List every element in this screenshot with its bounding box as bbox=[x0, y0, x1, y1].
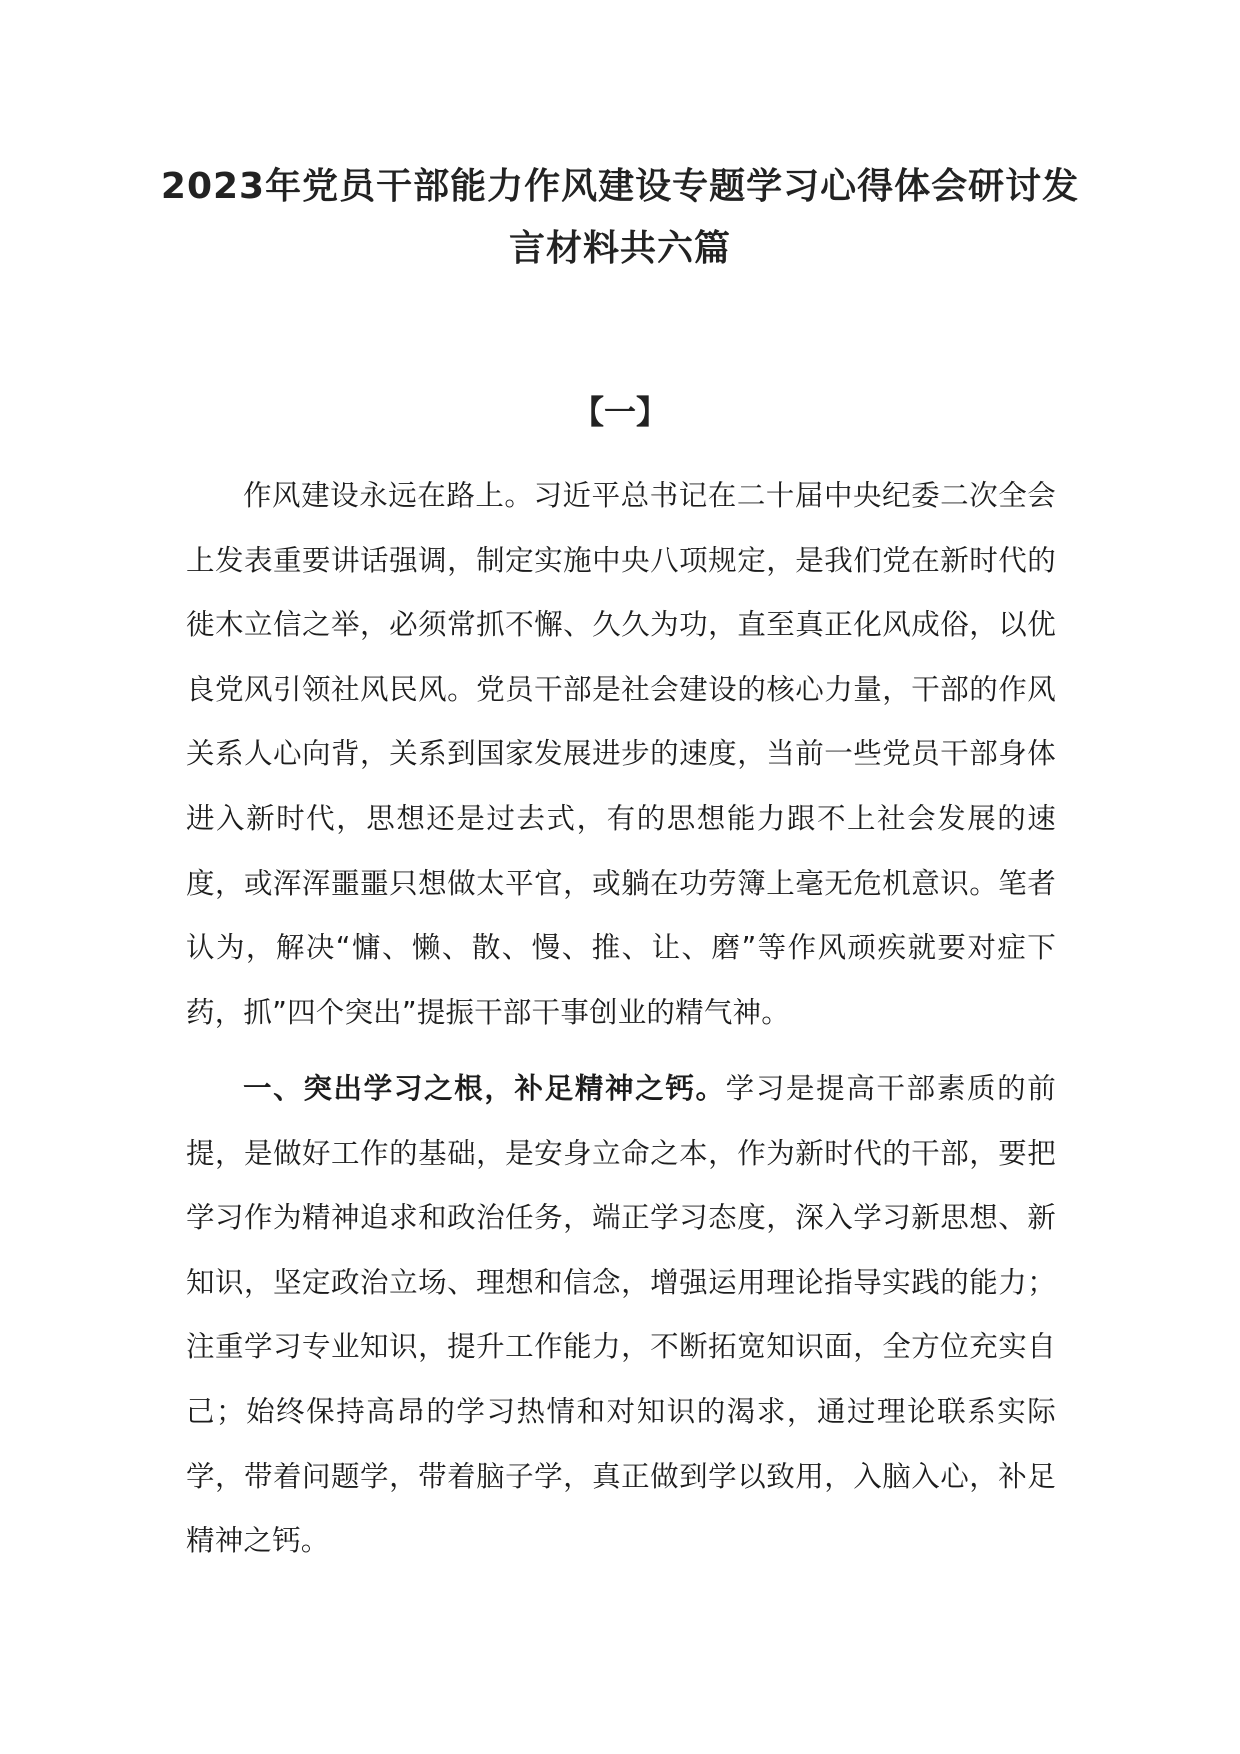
paragraph-heading: 一、突出学习之根，补足精神之钙。 bbox=[243, 1072, 726, 1105]
section-marker: 【一】 bbox=[571, 393, 668, 431]
body-paragraph-point-one bbox=[186, 1057, 1056, 1574]
document-title: 2023年党员干部能力作风建设专题学习心得体会研讨发言材料共六篇 bbox=[160, 166, 1080, 269]
paragraph-text: 学习是提高干部素质的前提，是做好工作的基础，是安身立命之本，作为新时代的干部，要把学习作为精神追求和政治任务，端正学习态度，深入学习新思想、新知识，坚定政治立场、理想和信念，增强运用理论指导实践的能力；注重学习专业知识，提升工作能力，不断拓宽知识面，全方位充实自己；始终保持高昂的学习热情和对知识的渴求，通过理论联系实际学，带着问题学，带着脑子学，真正做到学以致用，入脑入心，补足精神之钙。 bbox=[186, 1072, 1057, 1558]
body-paragraph-intro bbox=[186, 464, 1056, 1045]
paragraph-text: 作风建设永远在路上。习近平总书记在二十届中央纪委二次全会上发表重要讲话强调，制定实施中央八项规定，是我们党在新时代的徙木立信之举，必须常抓不懈、久久为功，直至真正化风成俗，以优良党风引领社风民风。党员干部是社会建设的核心力量，干部的作风关系人心向背，关系到国家发展进步的速度，当前一些党员干部身体进入新时代，思想还是过去式，有的思想能力跟不上社会发展的速度，或浑浑噩噩只想做太平官，或躺在功劳簿上毫无危机意识。笔者认为，解决“慵、懒、散、慢、推、让、磨”等作风顽疾就要对症下药，抓”四个突出”提振干部干事创业的精气神。 bbox=[186, 479, 1056, 1029]
